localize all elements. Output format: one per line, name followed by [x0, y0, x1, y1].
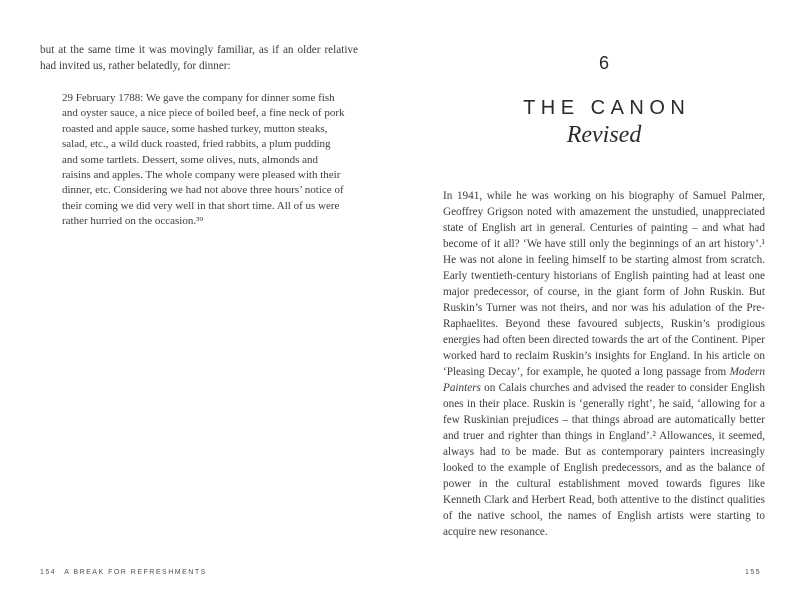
left-page-intro-paragraph: but at the same time it was movingly familiar, as if an older relative had invited us, rather belatedly, for dinner: — [40, 44, 358, 72]
dinner-block-quote: 29 February 1788: We gave the company for dinner some fish and oyster sauce, a nice piece of boiled beef, a fine neck of pork roasted and apple sauce, some hashed turkey, mutton steaks, salad, etc., a wild duck roasted, fried rabbits, a plum pudding and some tartlets. Dessert, some olives, nuts, almonds and raisins and apples. The whole company were pleased with their dinner, etc. Considering we had not above three hours’ notice of their coming we did very well in that short time. All of us were rather hurried on the occasion.³⁹ — [62, 92, 345, 228]
right-page — [443, 0, 765, 614]
running-head: A BREAK FOR REFRESHMENTS — [64, 569, 207, 576]
chapter-subtitle: Revised — [566, 122, 642, 148]
right-page-number: 155 — [745, 569, 762, 576]
chapter-number: 6 — [598, 53, 609, 73]
left-page-number: 154 — [40, 569, 57, 576]
left-page-footer — [40, 569, 207, 576]
right-page-footer — [745, 569, 761, 576]
chapter-title: THE CANON — [523, 97, 691, 119]
chapter-body-paragraph: In 1941, while he was working on his biography of Samuel Palmer, Geoffrey Grigson noted with amazement the unstudied, unappreciated state of English art in general. Centuries of painting – and what had become of it all? ‘We have still only the beginnings of an art history’.¹ He was not alone in feeling himself to be starting almost from scratch. Early twentieth-century historians of English painting had at least one major predecessor, of course, in the giant form of John Ruskin. But Ruskin’s Turner was not theirs, and nor was his adulation of the Pre-Raphaelites. Beyond these favoured subjects, Ruskin’s prodigious energies had often been directed towards the art of the Continent. Piper worked hard to reclaim Ruskin’s insights for England. In his article on ‘Pleasing Decay’, for example, he quoted a long passage from Modern Painters on Calais churches and advised the reader to consider English ones in their place. Ruskin is ‘generally right’, he said, ‘allowing for a few Ruskinian prejudices – that things abroad are automatically better and truer and righter than things in England’.² Allowances, it seemed, always had to be made. But as contemporary painters increasingly looked to the example of English predecessors, and as the balance of power in the cultural establishment moved towards figures like Kenneth Clark and Herbert Read, both attentive to the distinct qualities of the native school, the names of English artists were starting to acquire new resonance. — [443, 190, 765, 538]
